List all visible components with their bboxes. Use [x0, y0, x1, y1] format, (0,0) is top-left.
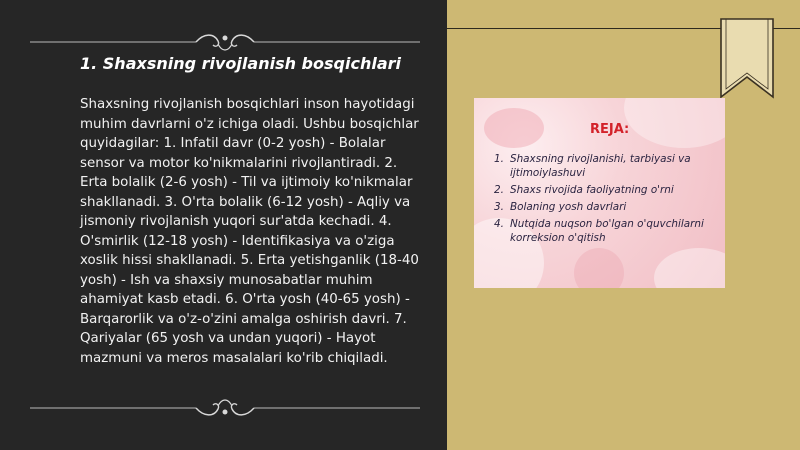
slide-body-text: Shaxsning rivojlanish bosqichlari inson hayotidagi muhim davrlarni o'z ichiga oladi. Ushbu bosqichlar quyidagilar: 1. Infatil davr (0-2 yosh) - Bolalar sensor va motor ko'nikmalarini rivojlantiradi. 2. Erta bolalik (2-6 yosh) - Til va ijtimoiy ko'nikmalar shakllanadi. 3. O'rta bolalik (6-12 yosh) - Aqliy va jismoniy rivojlanish yuqori sur'atda kechadi. 4. O'smirlik (12-18 yosh) - Identifikasiya va o'ziga xoslik hissi shakllanadi. 5. Erta yetishganlik (18-40 yosh) - Ish va shaxsiy munosabatlar muhim ahamiyat kasb etadi. 6. O'rta yosh (40-65 yosh) - Barqarorlik va o'z-o'zini amalga oshirish davri. 7. Qariyalar (65 yosh va undan yuqori) - Hayot mazmuni va meros masalalari ko'rib chiqiladi.: [80, 97, 419, 366]
list-item-number: 2.: [494, 184, 504, 196]
ornament-divider-icon: [30, 30, 420, 54]
list-item-number: 4.: [494, 218, 504, 230]
flower-decoration: [574, 248, 624, 288]
list-item-number: 1.: [494, 153, 504, 165]
list-item: [494, 217, 722, 245]
list-item: [494, 152, 722, 180]
ornament-divider-icon: [30, 396, 420, 420]
list-item-text: Nutqida nuqson bo'lgan o'quvchilarni korreksion o'qitish: [510, 218, 704, 244]
bookmark-ribbon-icon: [719, 17, 775, 99]
list-item: [494, 183, 722, 197]
flower-decoration: [484, 108, 544, 148]
list-item-number: 3.: [494, 201, 504, 213]
list-item-text: Bolaning yosh davrlari: [510, 201, 627, 213]
plan-image: [474, 98, 725, 288]
flower-decoration: [624, 98, 725, 148]
slide-title: 1. Shaxsning rivojlanish bosqichlari: [80, 54, 401, 73]
list-item: [494, 200, 722, 214]
plan-list: [494, 152, 722, 248]
flower-decoration: [654, 248, 725, 288]
list-item-text: Shaxs rivojida faoliyatning o'rni: [510, 184, 674, 196]
list-item-text: Shaxsning rivojlanishi, tarbiyasi va ijtimoiylashuvi: [510, 153, 691, 179]
plan-heading: REJA:: [590, 122, 630, 137]
